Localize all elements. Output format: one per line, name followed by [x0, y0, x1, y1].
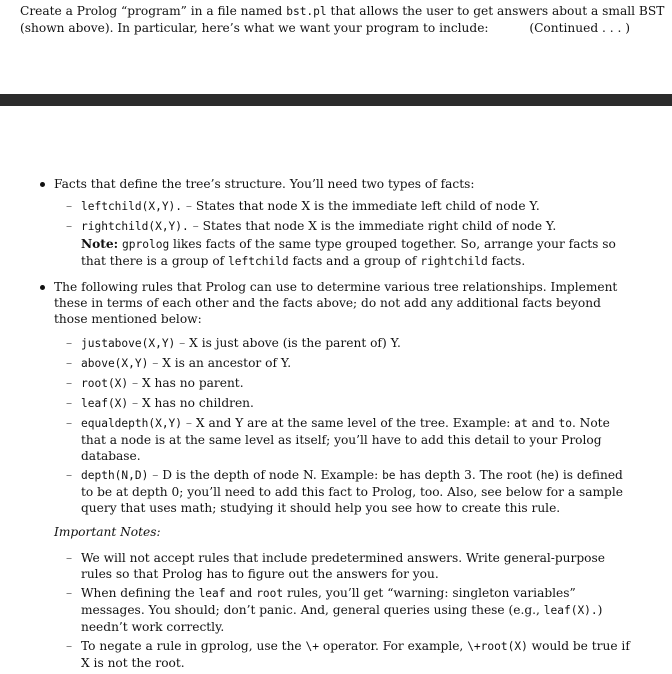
rule-code: above(X,Y) — [81, 357, 149, 370]
list-item: – depth(N,D) – D is the depth of node N. Example: be has depth 3. The root (he) is defined to be at depth 0; you’ll need to add this fact to Prolog, too. Also, see below for a sample query that uses math; studying it should help you see how to create this rule. — [66, 468, 623, 515]
fact-desc: States that node X is the immediate right child of node Y. — [202, 219, 557, 233]
rule-desc: X has no parent. — [142, 376, 244, 390]
code-span: leftchild — [228, 255, 289, 268]
rules-list — [38, 335, 630, 516]
note-text: likes facts of the same type grouped together. So, arrange your facts so that there is a group of — [81, 237, 616, 268]
intro-line-1 — [20, 3, 665, 20]
rule-code: equaldepth(X,Y) — [81, 417, 183, 430]
list-item: – leaf(X) – X has no children. — [66, 396, 254, 410]
note-text: To negate a rule in gprolog, use the — [81, 639, 306, 653]
list-item: – above(X,Y) – X is an ancestor of Y. — [66, 356, 292, 370]
note-text: facts. — [487, 254, 526, 268]
notes-title: Important Notes: — [54, 525, 161, 539]
code-span: to — [558, 417, 572, 430]
facts-note — [38, 236, 630, 270]
facts-intro: Facts that define the tree’s structure. You’ll need two types of facts: — [54, 177, 475, 191]
fact-code: leftchild(X,Y). — [81, 200, 183, 213]
note-text: rules, you’ll get “warning: singleton variables” messages. You should; don’t panic. And, general queries using these (e.g., — [81, 586, 576, 617]
list-item: – equaldepth(X,Y) – X and Y are at the same level of the tree. Example: at and to. Note that a node is at the same level as itself; you’ll have to add this detail to your Prolog database. — [66, 416, 610, 463]
notes-list — [38, 550, 630, 671]
code-span: \+root(X) — [467, 640, 528, 653]
code-span: at — [514, 417, 528, 430]
note-label: Note: — [81, 237, 119, 251]
note-text: and — [225, 586, 257, 600]
list-item: – We will not accept rules that include predetermined answers. Write general-purpose rules so that Prolog has to figure out the answers for you. — [66, 551, 605, 581]
code-span: root — [256, 587, 284, 600]
rule-code: leaf(X) — [81, 397, 129, 410]
intro-text-part: that allows the user to get answers about a small BST — [326, 4, 665, 18]
note-text: would be true if X is not the root. — [81, 639, 630, 670]
fact-desc: States that node X is the immediate left child of node Y. — [195, 199, 540, 213]
rule-desc: ) is defined to be at depth 0; you’ll need to add this fact to Prolog, too. Also, see below for a sample query that uses math; studying it should help you see how to create this rule. — [81, 468, 623, 515]
page-divider — [0, 94, 672, 106]
note-text: When defining the — [81, 586, 199, 600]
code-span: rightchild — [420, 255, 488, 268]
list-item: – When defining the leaf and root rules, you’ll get “warning: singleton variables” messages. You should; don’t panic. And, general queries using these (e.g., leaf(X).) needn’t work correctly. — [66, 586, 603, 634]
code-span: \+ — [305, 640, 319, 653]
rule-desc: X and Y are at the same level of the tree. Example: — [195, 416, 515, 430]
bullet-icon — [40, 182, 45, 187]
rules-intro: The following rules that Prolog can use to determine various tree relationships. Implement these in terms of each other and the facts above; do not add any additional facts beyond those mentioned below: — [54, 280, 618, 326]
continued-label: (Continued . . . ) — [529, 21, 630, 35]
rule-desc: . Note that a node is at the same level as itself; you’ll have to add this detail to your Prolog database. — [81, 416, 610, 463]
fact-code: rightchild(X,Y). — [81, 220, 189, 233]
rule-desc: X is an ancestor of Y. — [162, 356, 292, 370]
bullet-icon — [40, 285, 45, 290]
intro-text-part: (shown above). In particular, here’s what we want your program to include: — [20, 21, 489, 35]
code-span: leaf(X). — [543, 604, 598, 617]
list-item: – rightchild(X,Y). – States that node X is the immediate right child of node Y. — [66, 219, 557, 233]
rules-bullet — [38, 279, 630, 327]
facts-bullet — [38, 176, 630, 192]
rule-desc: X has no children. — [142, 396, 254, 410]
intro-text — [20, 3, 665, 36]
facts-list — [38, 198, 630, 235]
filename-code: bst.pl — [286, 5, 327, 18]
note-text: We will not accept rules that include predetermined answers. Write general-purpose rules so that Prolog has to figure out the answers for you. — [81, 551, 605, 581]
code-span: he — [540, 469, 555, 482]
note-text: operator. For example, — [319, 639, 468, 653]
requirements-list — [38, 176, 630, 674]
list-item: – root(X) – X has no parent. — [66, 376, 244, 390]
code-span: be — [382, 469, 396, 482]
rule-desc: D is the depth of node N. Example: — [162, 468, 383, 482]
rule-desc: and — [527, 416, 559, 430]
rule-desc: has depth 3. The root ( — [395, 468, 541, 482]
note-text: ) needn’t work correctly. — [81, 603, 603, 634]
rule-desc: X is just above (is the parent of) Y. — [189, 336, 401, 350]
intro-line-2 — [20, 20, 630, 36]
list-item: – leftchild(X,Y). – States that node X is the immediate left child of node Y. — [66, 199, 540, 213]
code-span: gprolog — [122, 238, 170, 251]
intro-text-part: Create a Prolog “program” in a file named — [20, 4, 287, 18]
rule-code: root(X) — [81, 377, 129, 390]
code-span: leaf — [198, 587, 226, 600]
rule-code: justabove(X,Y) — [81, 337, 176, 350]
note-text: facts and a group of — [288, 254, 421, 268]
list-item: – justabove(X,Y) – X is just above (is the parent of) Y. — [66, 336, 401, 350]
rule-code: depth(N,D) — [81, 469, 149, 482]
list-item: – To negate a rule in gprolog, use the \+ operator. For example, \+root(X) would be true if X is not the root. — [66, 639, 630, 670]
